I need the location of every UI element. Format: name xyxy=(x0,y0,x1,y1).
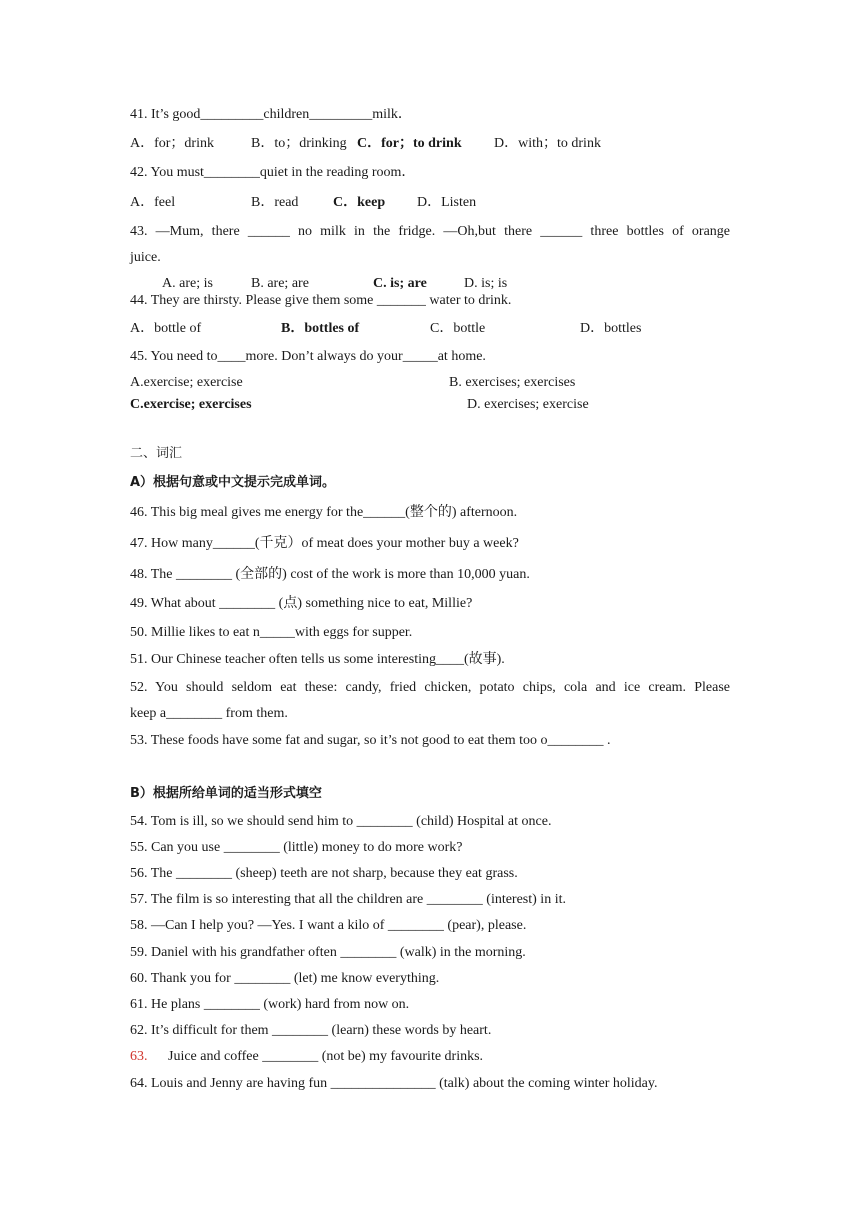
part-b-heading: B）根据所给单词的适当形式填空 xyxy=(130,786,322,801)
q44-option-c: C．bottle xyxy=(430,321,486,336)
q41-stem: 41. It’s good_________children_________milk． xyxy=(130,107,412,122)
q43-option-c: C. is; are xyxy=(373,276,427,291)
q58: 58. —Can I help you? —Yes. I want a kilo of ________ (pear), please. xyxy=(130,918,527,933)
q50: 50. Millie likes to eat n_____with eggs for supper. xyxy=(130,625,413,640)
q57: 57. The film is so interesting that all the children are ________ (interest) in it. xyxy=(130,892,566,907)
q45-option-d: D. exercises; exercise xyxy=(467,397,589,412)
q48: 48. The ________ (全部的) cost of the work is more than 10,000 yuan. xyxy=(130,567,530,582)
q43-option-a: A. are; is xyxy=(162,276,213,291)
q43-option-d: D. is; is xyxy=(464,276,508,291)
q61: 61. He plans ________ (work) hard from now on. xyxy=(130,997,410,1012)
q41-option-c: C．for；to drink xyxy=(357,136,462,151)
q49: 49. What about ________ (点) something nice to eat, Millie? xyxy=(130,596,473,611)
q43-stem-cont: juice. xyxy=(130,250,161,265)
q44-option-a: A．bottle of xyxy=(130,321,202,336)
q42-option-d: D．Listen xyxy=(417,195,477,210)
q60: 60. Thank you for ________ (let) me know everything. xyxy=(130,971,440,986)
q52-cont: keep a________ from them. xyxy=(130,706,288,721)
q43-option-b: B. are; are xyxy=(251,276,309,291)
q44-stem: 44. They are thirsty. Please give them some _______ water to drink. xyxy=(130,293,512,308)
q45-stem: 45. You need to____more. Don’t always do your_____at home. xyxy=(130,349,486,364)
q41-option-b: B．to；drinking xyxy=(251,136,347,151)
q42-option-c: C．keep xyxy=(333,195,386,210)
q44-option-d: D．bottles xyxy=(580,321,642,336)
q42-option-b: B．read xyxy=(251,195,299,210)
q64: 64. Louis and Jenny are having fun _______________ (talk) about the coming winter holiday. xyxy=(130,1076,658,1091)
q42-option-a: A．feel xyxy=(130,195,176,210)
q46: 46. This big meal gives me energy for the______(整个的) afternoon. xyxy=(130,505,518,520)
q62: 62. It’s difficult for them ________ (learn) these words by heart. xyxy=(130,1023,492,1038)
q55: 55. Can you use ________ (little) money to do more work? xyxy=(130,840,463,855)
q45-option-c: C.exercise; exercises xyxy=(130,397,252,412)
q54: 54. Tom is ill, so we should send him to ________ (child) Hospital at once. xyxy=(130,814,552,829)
q56: 56. The ________ (sheep) teeth are not sharp, because they eat grass. xyxy=(130,866,518,881)
q63: Juice and coffee ________ (not be) my favourite drinks. xyxy=(168,1049,484,1064)
section-title: 二、词汇 xyxy=(130,446,183,461)
q44-option-b: B．bottles of xyxy=(281,321,360,336)
q52: 52. You should seldom eat these: candy, fried chicken, potato chips, cola and ice cream. Please xyxy=(130,680,730,695)
q41-option-a: A．for；drink xyxy=(130,136,214,151)
q51: 51. Our Chinese teacher often tells us some interesting____(故事). xyxy=(130,652,505,667)
q45-option-b: B. exercises; exercises xyxy=(449,375,576,390)
q47: 47. How many______(千克）of meat does your mother buy a week? xyxy=(130,536,519,551)
q59: 59. Daniel with his grandfather often ________ (walk) in the morning. xyxy=(130,945,526,960)
q45-option-a: A.exercise; exercise xyxy=(130,375,243,390)
q43-stem: 43. —Mum, there ______ no milk in the fridge. —Oh,but there ______ three bottles of orange xyxy=(130,224,730,239)
q42-stem: 42. You must________quiet in the reading room． xyxy=(130,165,416,180)
part-a-heading: A）根据句意或中文提示完成单词。 xyxy=(130,475,336,490)
q41-option-d: D．with；to drink xyxy=(494,136,601,151)
q63-number: 63. xyxy=(130,1049,148,1064)
q53: 53. These foods have some fat and sugar, so it’s not good to eat them too o________ . xyxy=(130,733,611,748)
